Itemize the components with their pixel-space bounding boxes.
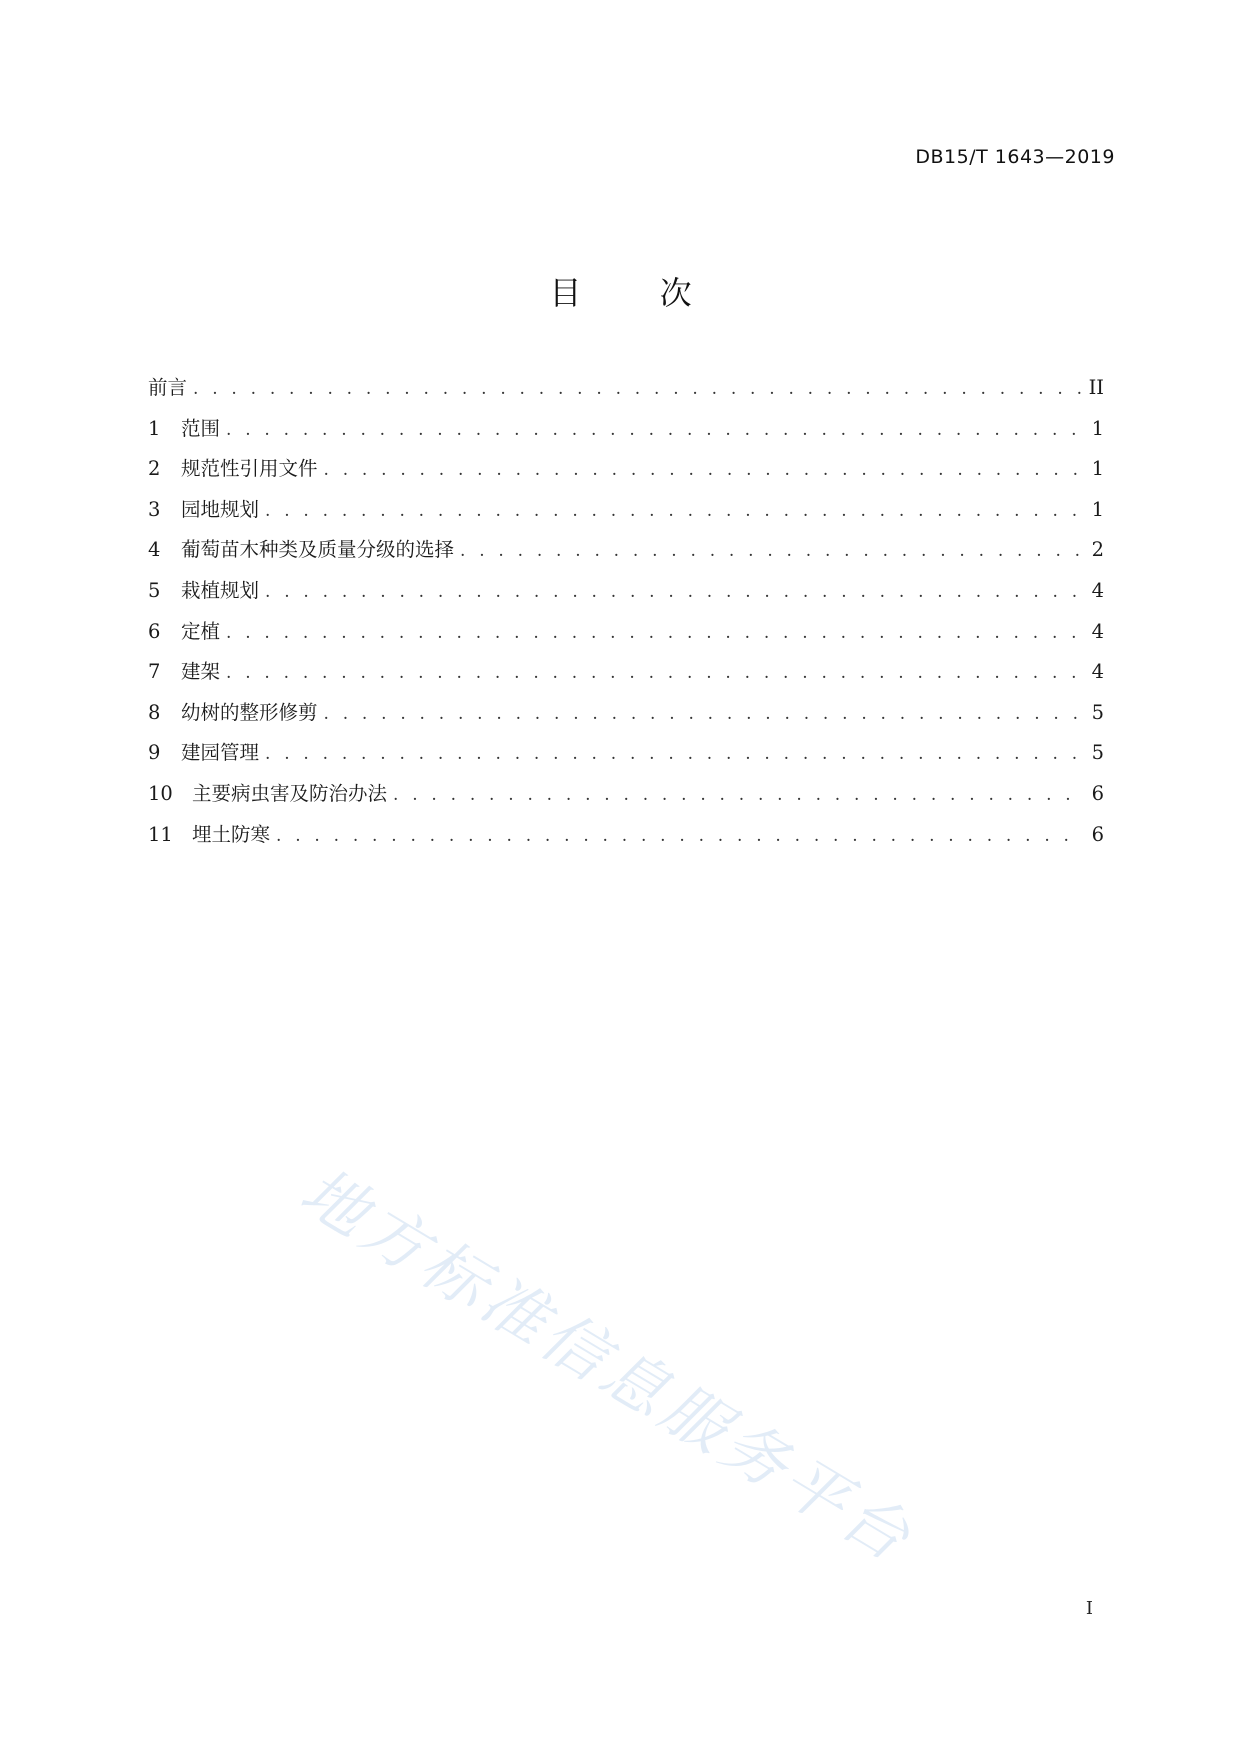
toc-leader-dots — [324, 704, 1084, 724]
toc-entry-label: 建架 — [181, 660, 221, 684]
toc-entry-page: 4 — [1091, 660, 1104, 684]
toc-leader-dots — [226, 663, 1084, 683]
toc-entry-number: 8 — [148, 700, 161, 724]
toc-leader-dots — [226, 623, 1084, 643]
toc-leader-dots — [193, 379, 1083, 399]
toc-entry-page: 6 — [1091, 781, 1104, 805]
toc-leader-dots — [324, 460, 1084, 480]
toc-entry-page: 5 — [1091, 700, 1104, 724]
toc-entry-number: 5 — [148, 578, 161, 602]
toc-entry-number: 3 — [148, 497, 161, 521]
toc-entry-page: 4 — [1091, 619, 1104, 643]
toc-entry-page: 5 — [1091, 741, 1104, 765]
toc-entry-foreword[interactable] — [148, 372, 1104, 413]
toc-entry-label: 范围 — [181, 416, 221, 440]
toc-leader-dots — [460, 541, 1084, 561]
toc-entry-label: 前言 — [148, 376, 188, 399]
toc-entry-1[interactable] — [148, 413, 1104, 454]
toc-entry-11[interactable] — [148, 819, 1104, 860]
toc-entry-page: 6 — [1091, 822, 1104, 846]
toc-entry-label: 建园管理 — [181, 741, 260, 765]
toc-leader-dots — [265, 582, 1084, 602]
toc-entry-page: 1 — [1091, 416, 1104, 440]
page-number: I — [1085, 1598, 1093, 1619]
toc-entry-number: 9 — [148, 741, 161, 765]
toc-entry-number: 4 — [148, 538, 161, 562]
toc-leader-dots — [393, 785, 1084, 805]
toc-entry-7[interactable] — [148, 656, 1104, 697]
toc-leader-dots — [226, 420, 1084, 440]
toc-entry-number: 6 — [148, 619, 161, 643]
toc-entry-page: 1 — [1091, 497, 1104, 521]
toc-entry-page: 4 — [1091, 578, 1104, 602]
toc-entry-label: 幼树的整形修剪 — [181, 700, 318, 724]
toc-entry-8[interactable] — [148, 697, 1104, 738]
toc-entry-label: 园地规划 — [181, 497, 260, 521]
toc-entry-number: 2 — [148, 457, 161, 481]
table-of-contents — [148, 372, 1104, 859]
toc-entry-label: 栽植规划 — [181, 578, 260, 602]
toc-entry-3[interactable] — [148, 494, 1104, 535]
toc-entry-number: 10 — [148, 781, 173, 805]
page-title: 目 次 — [549, 274, 726, 312]
toc-entry-label: 主要病虫害及防治办法 — [192, 781, 388, 805]
toc-entry-page: II — [1088, 376, 1104, 399]
toc-entry-label: 规范性引用文件 — [181, 457, 318, 481]
toc-entry-label: 葡萄苗木种类及质量分级的选择 — [181, 538, 455, 562]
toc-entry-number: 7 — [148, 660, 161, 684]
toc-entry-label: 埋土防寒 — [192, 822, 271, 846]
watermark: 地方标准信息服务平台 — [287, 1154, 926, 1579]
toc-leader-dots — [276, 826, 1084, 846]
toc-entry-number: 1 — [148, 416, 161, 440]
toc-entry-2[interactable] — [148, 453, 1104, 494]
toc-leader-dots — [265, 744, 1084, 764]
toc-entry-number: 11 — [148, 822, 173, 846]
toc-entry-page: 1 — [1091, 457, 1104, 481]
toc-entry-9[interactable] — [148, 737, 1104, 778]
toc-entry-10[interactable] — [148, 778, 1104, 819]
toc-entry-label: 定植 — [181, 619, 221, 643]
toc-entry-6[interactable] — [148, 616, 1104, 657]
toc-entry-5[interactable] — [148, 575, 1104, 616]
document-code: DB15/T 1643—2019 — [915, 146, 1115, 168]
toc-leader-dots — [265, 501, 1084, 521]
toc-entry-page: 2 — [1091, 538, 1104, 562]
toc-entry-4[interactable] — [148, 534, 1104, 575]
